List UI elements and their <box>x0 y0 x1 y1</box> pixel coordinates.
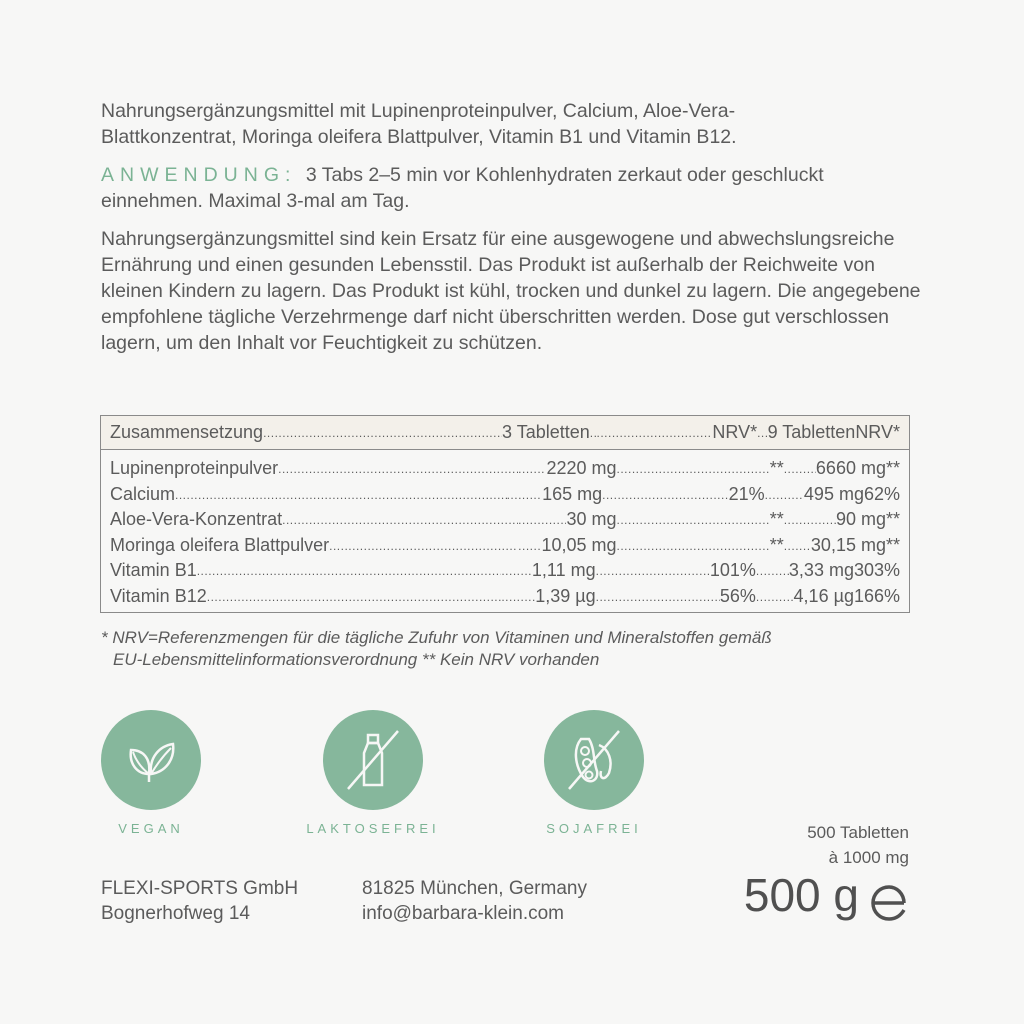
nrv-3-tabs: ** <box>769 534 784 555</box>
footnote <box>101 627 931 671</box>
nrv-9-tabs: 303% <box>853 560 901 581</box>
amount-3-tabs: 1,39 µg <box>535 585 596 606</box>
footnote-line-2: EU-Lebensmittelinformationsverordnung ** Kein NRV vorhanden <box>113 650 600 669</box>
ingredient-name: Lupinenproteinpulver <box>110 458 279 479</box>
header-nrv-9: NRV* <box>855 422 900 442</box>
net-weight: 500 g <box>743 869 859 921</box>
milk-bottle-crossed-icon <box>338 725 408 795</box>
tablet-quantity: 500 Tabletten <box>807 823 909 842</box>
header-composition: Zusammensetzung <box>110 422 264 442</box>
composition-table <box>100 415 910 613</box>
nrv-3-tabs: 56% <box>719 585 756 606</box>
ingredient-name: Vitamin B12 <box>110 585 207 606</box>
amount-3-tabs: 10,05 mg <box>541 534 617 555</box>
soy-free-badge <box>544 710 644 810</box>
footnote-line-1: * NRV=Referenzmengen für die tägliche Zufuhr von Vitaminen und Mineralstoffen gemäß <box>101 628 772 647</box>
nrv-9-tabs: ** <box>885 534 900 555</box>
intro-line-2: Blattkonzentrat, Moringa oleifera Blattpulver, Vitamin B1 und Vitamin B12. <box>101 126 737 148</box>
nrv-3-tabs: ** <box>769 509 784 530</box>
amount-3-tabs: 2220 mg <box>546 458 617 479</box>
ingredient-name: Vitamin B1 <box>110 560 197 581</box>
vegan-label: VEGAN <box>118 821 184 836</box>
amount-3-tabs: 1,11 mg <box>531 560 596 581</box>
estimated-sign-icon <box>868 882 910 924</box>
table-row <box>110 507 900 533</box>
nrv-9-tabs: ** <box>885 509 900 530</box>
table-row <box>110 558 900 584</box>
header-3-tabs: 3 Tabletten <box>502 422 590 442</box>
ingredient-name: Aloe-Vera-Konzentrat <box>110 509 283 530</box>
usage-label: ANWENDUNG: <box>101 164 297 186</box>
table-header <box>101 416 909 450</box>
company-street: Bognerhofweg 14 <box>101 903 250 924</box>
company-email[interactable]: info@barbara-klein.com <box>362 903 564 924</box>
amount-9-tabs: 30,15 mg <box>810 534 886 555</box>
lactose-free-label: LAKTOSEFREI <box>306 821 440 836</box>
ingredient-name: Moringa oleifera Blattpulver <box>110 534 330 555</box>
nrv-3-tabs: 21% <box>728 483 765 504</box>
soy-free-label: SOJAFREI <box>546 821 642 836</box>
tablet-weight: à 1000 mg <box>828 848 909 867</box>
amount-9-tabs: 4,16 µg <box>793 585 854 606</box>
table-row <box>110 533 900 559</box>
nrv-9-tabs: 62% <box>863 483 900 504</box>
vegan-badge <box>101 710 201 810</box>
address-block <box>362 876 587 926</box>
table-row <box>110 584 900 610</box>
company-city: 81825 München, Germany <box>362 878 587 899</box>
amount-3-tabs: 165 mg <box>542 483 603 504</box>
usage-text: 3 Tabs 2–5 min vor Kohlenhydraten zerkaut oder geschluckt einnehmen. Maximal 3-mal am Tag. <box>101 164 824 212</box>
lactose-free-badge <box>323 710 423 810</box>
amount-9-tabs: 495 mg <box>803 483 864 504</box>
intro-text <box>101 98 921 150</box>
soy-crossed-icon <box>559 725 629 795</box>
nrv-3-tabs: 101% <box>709 560 756 581</box>
nrv-3-tabs: ** <box>769 458 784 479</box>
amount-9-tabs: 90 mg <box>835 509 886 530</box>
nrv-9-tabs: 166% <box>853 585 901 606</box>
company-block <box>101 876 298 926</box>
leaves-icon <box>119 728 183 792</box>
amount-9-tabs: 6660 mg <box>815 458 886 479</box>
amount-9-tabs: 3,33 mg <box>788 560 854 581</box>
intro-line-1: Nahrungsergänzungsmittel mit Lupinenproteinpulver, Calcium, Aloe-Vera- <box>101 100 736 122</box>
header-nrv-3: NRV* <box>712 422 758 442</box>
nrv-9-tabs: ** <box>885 458 900 479</box>
table-row <box>110 456 900 482</box>
amount-3-tabs: 30 mg <box>566 509 617 530</box>
notice-text: Nahrungsergänzungsmittel sind kein Ersatz für eine ausgewogene und abwechslungsreiche Ernährung und einen gesunden Lebensstil. Das Produkt ist außerhalb der Reichweite von kleinen Kindern zu lagern. Das Produkt ist kühl, trocken und dunkel zu lagern. Die angegebene empfohlene tägliche Verzehrmenge darf nicht überschritten werden. Dose gut verschlossen lagern, um den Inhalt vor Feuchtigkeit zu schützen. <box>101 228 921 354</box>
usage-instructions <box>101 162 921 214</box>
ingredient-name: Calcium <box>110 483 176 504</box>
table-row <box>110 482 900 508</box>
table-body <box>101 450 909 609</box>
tablet-count <box>807 820 909 870</box>
header-9-tabs: 9 Tabletten <box>767 422 856 442</box>
company-name: FLEXI-SPORTS GmbH <box>101 878 299 899</box>
